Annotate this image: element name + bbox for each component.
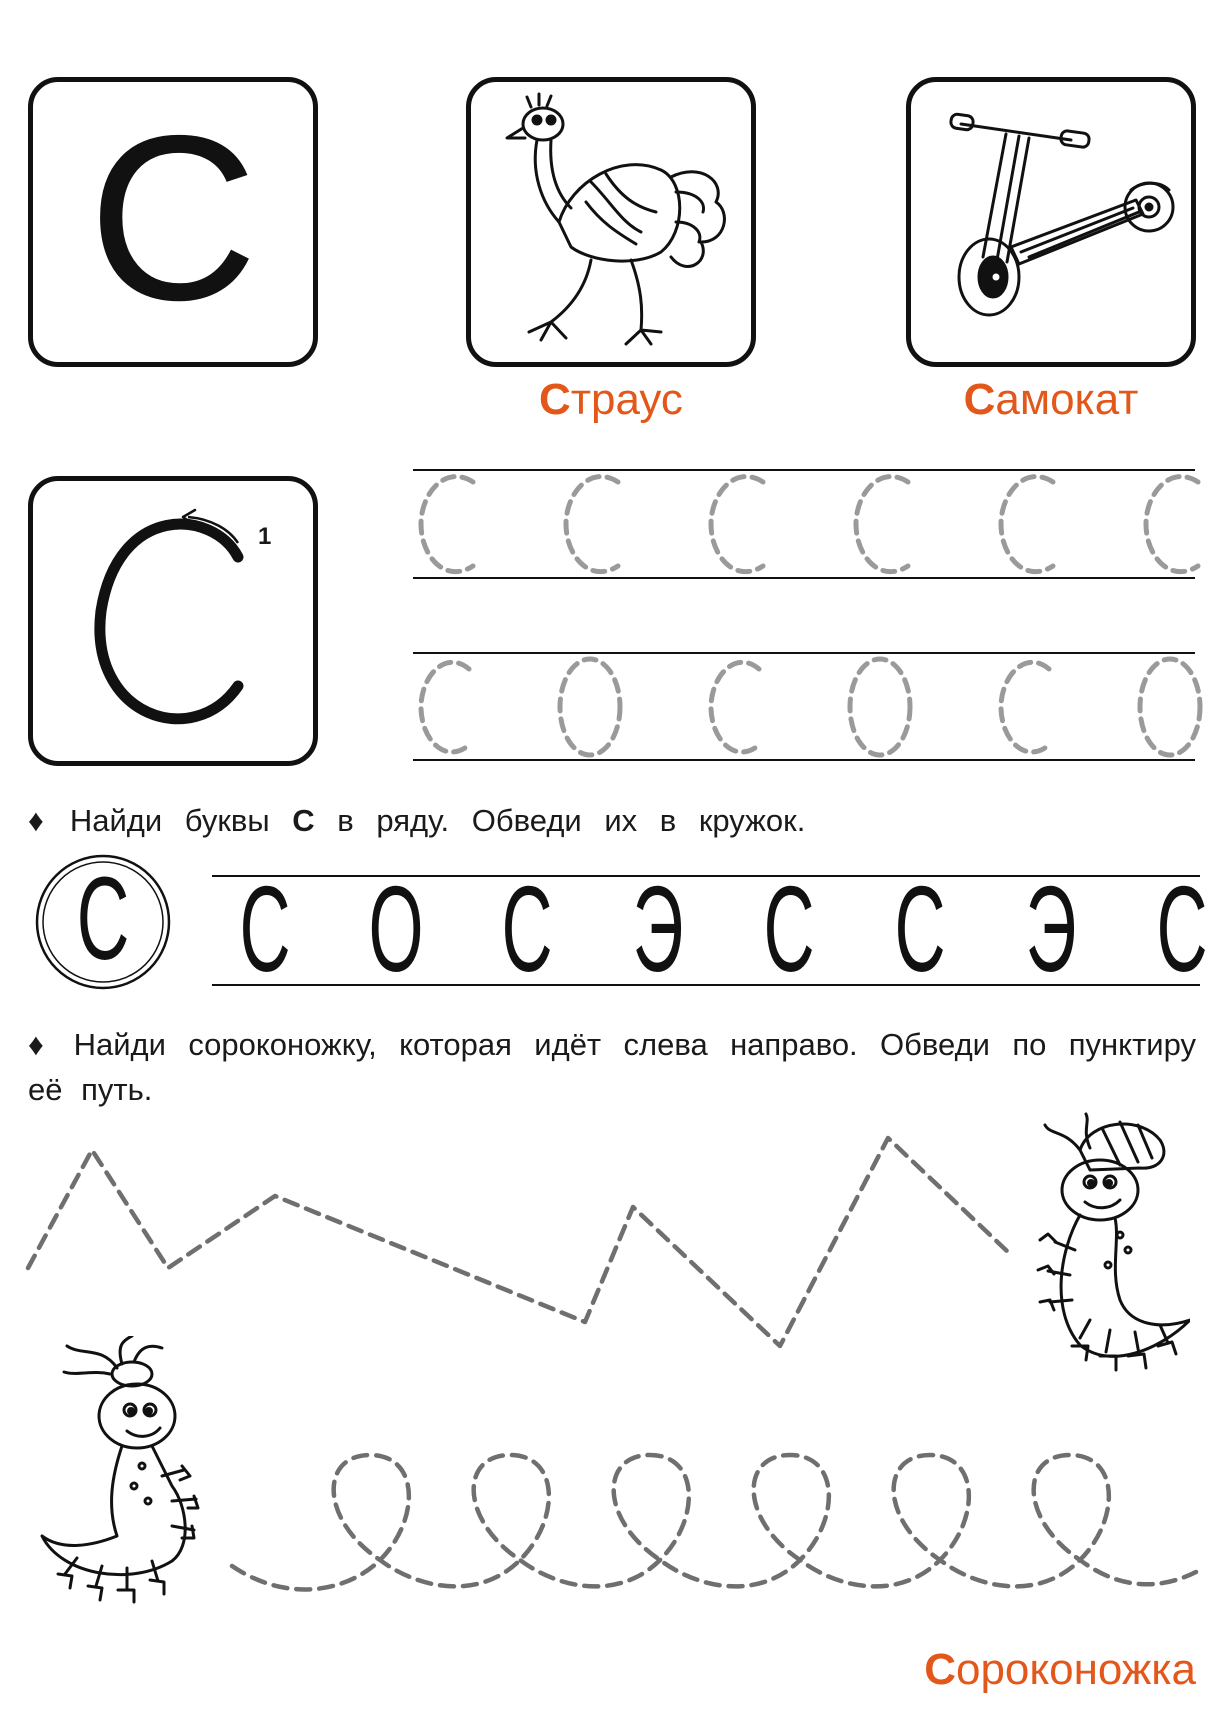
row-letter[interactable]: С	[1156, 861, 1208, 997]
task1-text-after: в ряду. Обведи их в кружок.	[314, 803, 806, 838]
task2-text: Найди сороконожку, которая идёт слева направо. Обведи по пунктиру её путь.	[28, 1027, 1196, 1107]
row-letter[interactable]: С	[763, 861, 815, 997]
big-letter: С	[88, 86, 258, 349]
zigzag-path[interactable]	[28, 1138, 1008, 1346]
stroke-step-number: 1	[258, 523, 272, 550]
row-letter[interactable]: Э	[632, 861, 684, 997]
row-letter[interactable]: С	[894, 861, 946, 997]
caption-rest: траус	[570, 375, 683, 424]
caption-first-letter: С	[924, 1645, 956, 1694]
centipede-caption	[860, 1645, 1196, 1694]
task1-letter: С	[292, 803, 315, 838]
row-letter[interactable]: Э	[1025, 861, 1077, 997]
row-letter[interactable]: О	[368, 861, 424, 997]
caption-first-letter: С	[963, 375, 996, 424]
loop-path[interactable]	[232, 1455, 1196, 1589]
caption-rest: ороконожка	[955, 1645, 1196, 1694]
row-letter[interactable]: С	[501, 861, 553, 997]
bullet-diamond-icon: ♦	[28, 1027, 48, 1062]
caption-rest: амокат	[995, 375, 1139, 424]
task1-text-before: Найди буквы	[69, 803, 293, 838]
bullet-diamond-icon: ♦	[28, 803, 44, 838]
example-letter: С	[76, 853, 130, 985]
row-letter[interactable]: С	[239, 861, 291, 997]
centipede-drawing-icon[interactable]	[22, 1336, 202, 1606]
centipede-drawing-icon[interactable]	[1020, 1110, 1190, 1380]
caption-first-letter: С	[539, 375, 571, 424]
